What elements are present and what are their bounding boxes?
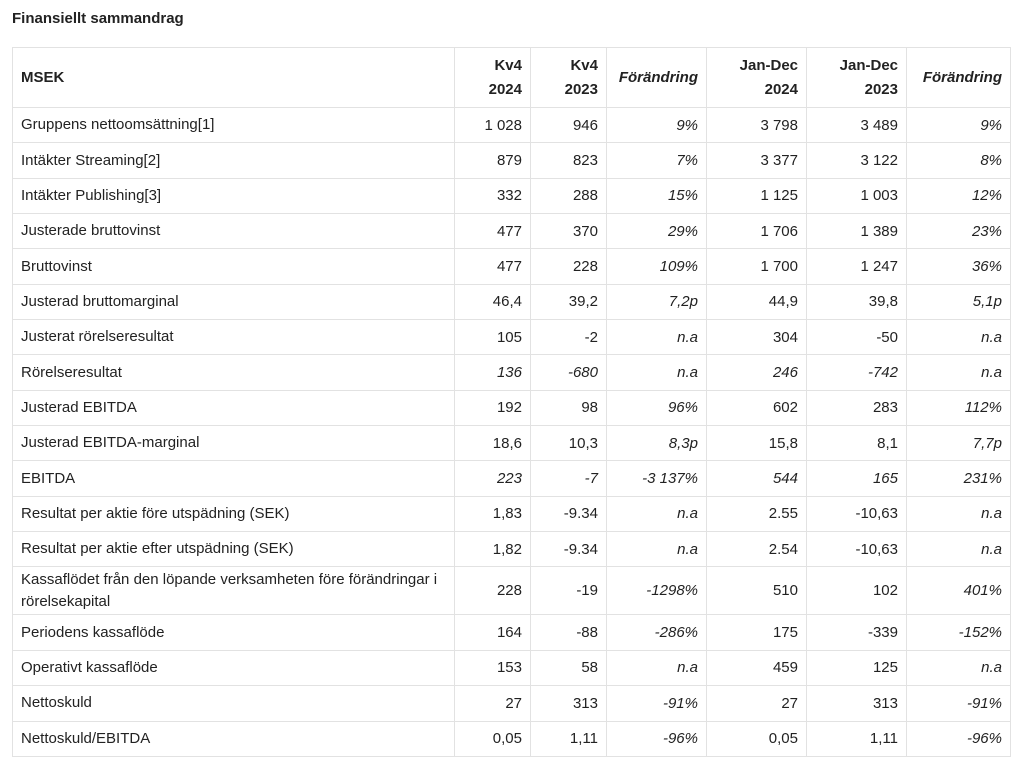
cell-fy-2023: -10,63: [807, 496, 907, 531]
cell-q4-2023: 823: [531, 143, 607, 178]
cell-fy-2023: -10,63: [807, 532, 907, 567]
table-row: [13, 686, 1011, 721]
cell-fy-2024: 15,8: [707, 426, 807, 461]
cell-q4-2023: 370: [531, 214, 607, 249]
cell-q4-2024: 332: [455, 178, 531, 213]
header-fy-2023-line1: Jan-Dec: [839, 56, 898, 74]
row-label: Justerat rörelseresultat: [13, 320, 455, 355]
cell-change-year: 36%: [907, 249, 1011, 284]
cell-fy-2024: 544: [707, 461, 807, 496]
cell-fy-2023: 39,8: [807, 284, 907, 319]
cell-change-quarter: 15%: [607, 178, 707, 213]
cell-fy-2023: 1 003: [807, 178, 907, 213]
cell-change-year: n.a: [907, 355, 1011, 390]
cell-fy-2023: 283: [807, 390, 907, 425]
cell-fy-2024: 1 700: [707, 249, 807, 284]
header-change-year: Förändring: [907, 48, 1011, 108]
cell-q4-2023: 98: [531, 390, 607, 425]
cell-q4-2023: 228: [531, 249, 607, 284]
cell-q4-2023: 10,3: [531, 426, 607, 461]
cell-q4-2023: -88: [531, 615, 607, 650]
row-label: Periodens kassaflöde: [13, 615, 455, 650]
table-row: [13, 567, 1011, 615]
cell-q4-2024: 105: [455, 320, 531, 355]
cell-q4-2023: -2: [531, 320, 607, 355]
cell-change-quarter: 7%: [607, 143, 707, 178]
cell-change-quarter: 8,3p: [607, 426, 707, 461]
table-row: [13, 143, 1011, 178]
header-q4-2024: [455, 48, 531, 108]
cell-fy-2024: 459: [707, 650, 807, 685]
cell-q4-2024: 27: [455, 686, 531, 721]
cell-q4-2024: 0,05: [455, 721, 531, 756]
cell-q4-2023: -680: [531, 355, 607, 390]
cell-fy-2023: 313: [807, 686, 907, 721]
cell-change-year: 401%: [907, 567, 1011, 615]
cell-fy-2024: 3 798: [707, 108, 807, 143]
row-label: Operativt kassaflöde: [13, 650, 455, 685]
cell-q4-2023: 313: [531, 686, 607, 721]
row-label: Kassaflödet från den löpande verksamheten före förändringar i rörelsekapital: [13, 567, 455, 615]
table-row: [13, 532, 1011, 567]
row-label: Justerad EBITDA: [13, 390, 455, 425]
header-q4-2024-line2: 2024: [488, 80, 522, 98]
table-row: [13, 615, 1011, 650]
table-row: [13, 461, 1011, 496]
cell-change-year: 8%: [907, 143, 1011, 178]
cell-q4-2024: 136: [455, 355, 531, 390]
cell-fy-2024: 602: [707, 390, 807, 425]
cell-change-quarter: n.a: [607, 355, 707, 390]
cell-fy-2023: 3 122: [807, 143, 907, 178]
cell-fy-2024: 510: [707, 567, 807, 615]
cell-fy-2024: 1 125: [707, 178, 807, 213]
cell-change-year: 231%: [907, 461, 1011, 496]
cell-change-quarter: n.a: [607, 496, 707, 531]
cell-q4-2023: -7: [531, 461, 607, 496]
cell-fy-2024: 2.55: [707, 496, 807, 531]
cell-fy-2023: -742: [807, 355, 907, 390]
cell-change-quarter: -91%: [607, 686, 707, 721]
cell-q4-2024: 1,82: [455, 532, 531, 567]
cell-fy-2024: 246: [707, 355, 807, 390]
cell-fy-2024: 2.54: [707, 532, 807, 567]
cell-fy-2024: 1 706: [707, 214, 807, 249]
cell-fy-2024: 3 377: [707, 143, 807, 178]
cell-q4-2023: -9.34: [531, 532, 607, 567]
row-label: Nettoskuld/EBITDA: [13, 721, 455, 756]
cell-change-year: n.a: [907, 650, 1011, 685]
cell-change-quarter: -96%: [607, 721, 707, 756]
table-row: [13, 108, 1011, 143]
header-fy-2024-line1: Jan-Dec: [739, 56, 798, 74]
cell-fy-2023: 8,1: [807, 426, 907, 461]
cell-q4-2023: 58: [531, 650, 607, 685]
cell-q4-2024: 153: [455, 650, 531, 685]
cell-q4-2024: 1,83: [455, 496, 531, 531]
table-row: [13, 214, 1011, 249]
table-row: [13, 390, 1011, 425]
row-label: Justerad EBITDA-marginal: [13, 426, 455, 461]
table-row: [13, 496, 1011, 531]
financial-summary-table: [12, 47, 1011, 757]
cell-change-quarter: 96%: [607, 390, 707, 425]
header-fy-2024-line2: 2024: [764, 80, 798, 98]
row-label: Justerade bruttovinst: [13, 214, 455, 249]
cell-q4-2024: 1 028: [455, 108, 531, 143]
cell-fy-2023: -339: [807, 615, 907, 650]
cell-q4-2024: 477: [455, 249, 531, 284]
header-q4-2023-line2: 2023: [564, 80, 598, 98]
cell-q4-2023: 288: [531, 178, 607, 213]
row-label: Nettoskuld: [13, 686, 455, 721]
row-label: Resultat per aktie efter utspädning (SEK): [13, 532, 455, 567]
row-label: Bruttovinst: [13, 249, 455, 284]
cell-q4-2024: 228: [455, 567, 531, 615]
cell-fy-2024: 44,9: [707, 284, 807, 319]
cell-fy-2023: 1,11: [807, 721, 907, 756]
cell-q4-2024: 18,6: [455, 426, 531, 461]
cell-q4-2023: 946: [531, 108, 607, 143]
cell-change-year: n.a: [907, 496, 1011, 531]
cell-fy-2023: 1 247: [807, 249, 907, 284]
page-title: Finansiellt sammandrag: [12, 10, 184, 27]
cell-fy-2024: 0,05: [707, 721, 807, 756]
cell-change-year: 23%: [907, 214, 1011, 249]
header-change-quarter: Förändring: [607, 48, 707, 108]
cell-q4-2024: 477: [455, 214, 531, 249]
table-header-row: [13, 48, 1011, 108]
cell-q4-2024: 46,4: [455, 284, 531, 319]
row-label: Resultat per aktie före utspädning (SEK): [13, 496, 455, 531]
header-fy-2023: [807, 48, 907, 108]
cell-fy-2024: 27: [707, 686, 807, 721]
cell-q4-2023: 39,2: [531, 284, 607, 319]
table-row: [13, 650, 1011, 685]
cell-change-year: 7,7p: [907, 426, 1011, 461]
cell-change-quarter: -1298%: [607, 567, 707, 615]
cell-change-quarter: 109%: [607, 249, 707, 284]
cell-q4-2023: 1,11: [531, 721, 607, 756]
row-label: Intäkter Streaming[2]: [13, 143, 455, 178]
cell-change-year: 9%: [907, 108, 1011, 143]
cell-fy-2023: -50: [807, 320, 907, 355]
cell-fy-2024: 304: [707, 320, 807, 355]
cell-fy-2023: 102: [807, 567, 907, 615]
table-row: [13, 721, 1011, 756]
cell-q4-2023: -9.34: [531, 496, 607, 531]
header-fy-2023-line2: 2023: [864, 80, 898, 98]
cell-change-year: n.a: [907, 532, 1011, 567]
cell-q4-2024: 879: [455, 143, 531, 178]
cell-change-quarter: 9%: [607, 108, 707, 143]
cell-change-year: n.a: [907, 320, 1011, 355]
row-label: Gruppens nettoomsättning[1]: [13, 108, 455, 143]
cell-fy-2023: 125: [807, 650, 907, 685]
cell-fy-2023: 1 389: [807, 214, 907, 249]
row-label: EBITDA: [13, 461, 455, 496]
cell-fy-2023: 165: [807, 461, 907, 496]
cell-q4-2024: 223: [455, 461, 531, 496]
header-q4-2024-line1: Kv4: [494, 56, 522, 74]
header-q4-2023-line1: Kv4: [570, 56, 598, 74]
table-row: [13, 249, 1011, 284]
cell-change-year: 12%: [907, 178, 1011, 213]
table-row: [13, 284, 1011, 319]
cell-change-year: 5,1p: [907, 284, 1011, 319]
cell-change-quarter: -3 137%: [607, 461, 707, 496]
cell-fy-2024: 175: [707, 615, 807, 650]
table-row: [13, 355, 1011, 390]
cell-q4-2024: 164: [455, 615, 531, 650]
row-label: Intäkter Publishing[3]: [13, 178, 455, 213]
cell-change-quarter: n.a: [607, 320, 707, 355]
cell-change-year: -152%: [907, 615, 1011, 650]
cell-change-quarter: -286%: [607, 615, 707, 650]
cell-q4-2023: -19: [531, 567, 607, 615]
table-row: [13, 320, 1011, 355]
cell-change-quarter: n.a: [607, 532, 707, 567]
table-row: [13, 426, 1011, 461]
cell-change-year: -91%: [907, 686, 1011, 721]
table-row: [13, 178, 1011, 213]
cell-fy-2023: 3 489: [807, 108, 907, 143]
row-label: Rörelseresultat: [13, 355, 455, 390]
cell-change-quarter: 29%: [607, 214, 707, 249]
cell-change-year: 112%: [907, 390, 1011, 425]
cell-change-quarter: n.a: [607, 650, 707, 685]
row-label: Justerad bruttomarginal: [13, 284, 455, 319]
header-msek: MSEK: [13, 48, 455, 108]
header-fy-2024: [707, 48, 807, 108]
header-q4-2023: [531, 48, 607, 108]
cell-change-year: -96%: [907, 721, 1011, 756]
cell-q4-2024: 192: [455, 390, 531, 425]
cell-change-quarter: 7,2p: [607, 284, 707, 319]
